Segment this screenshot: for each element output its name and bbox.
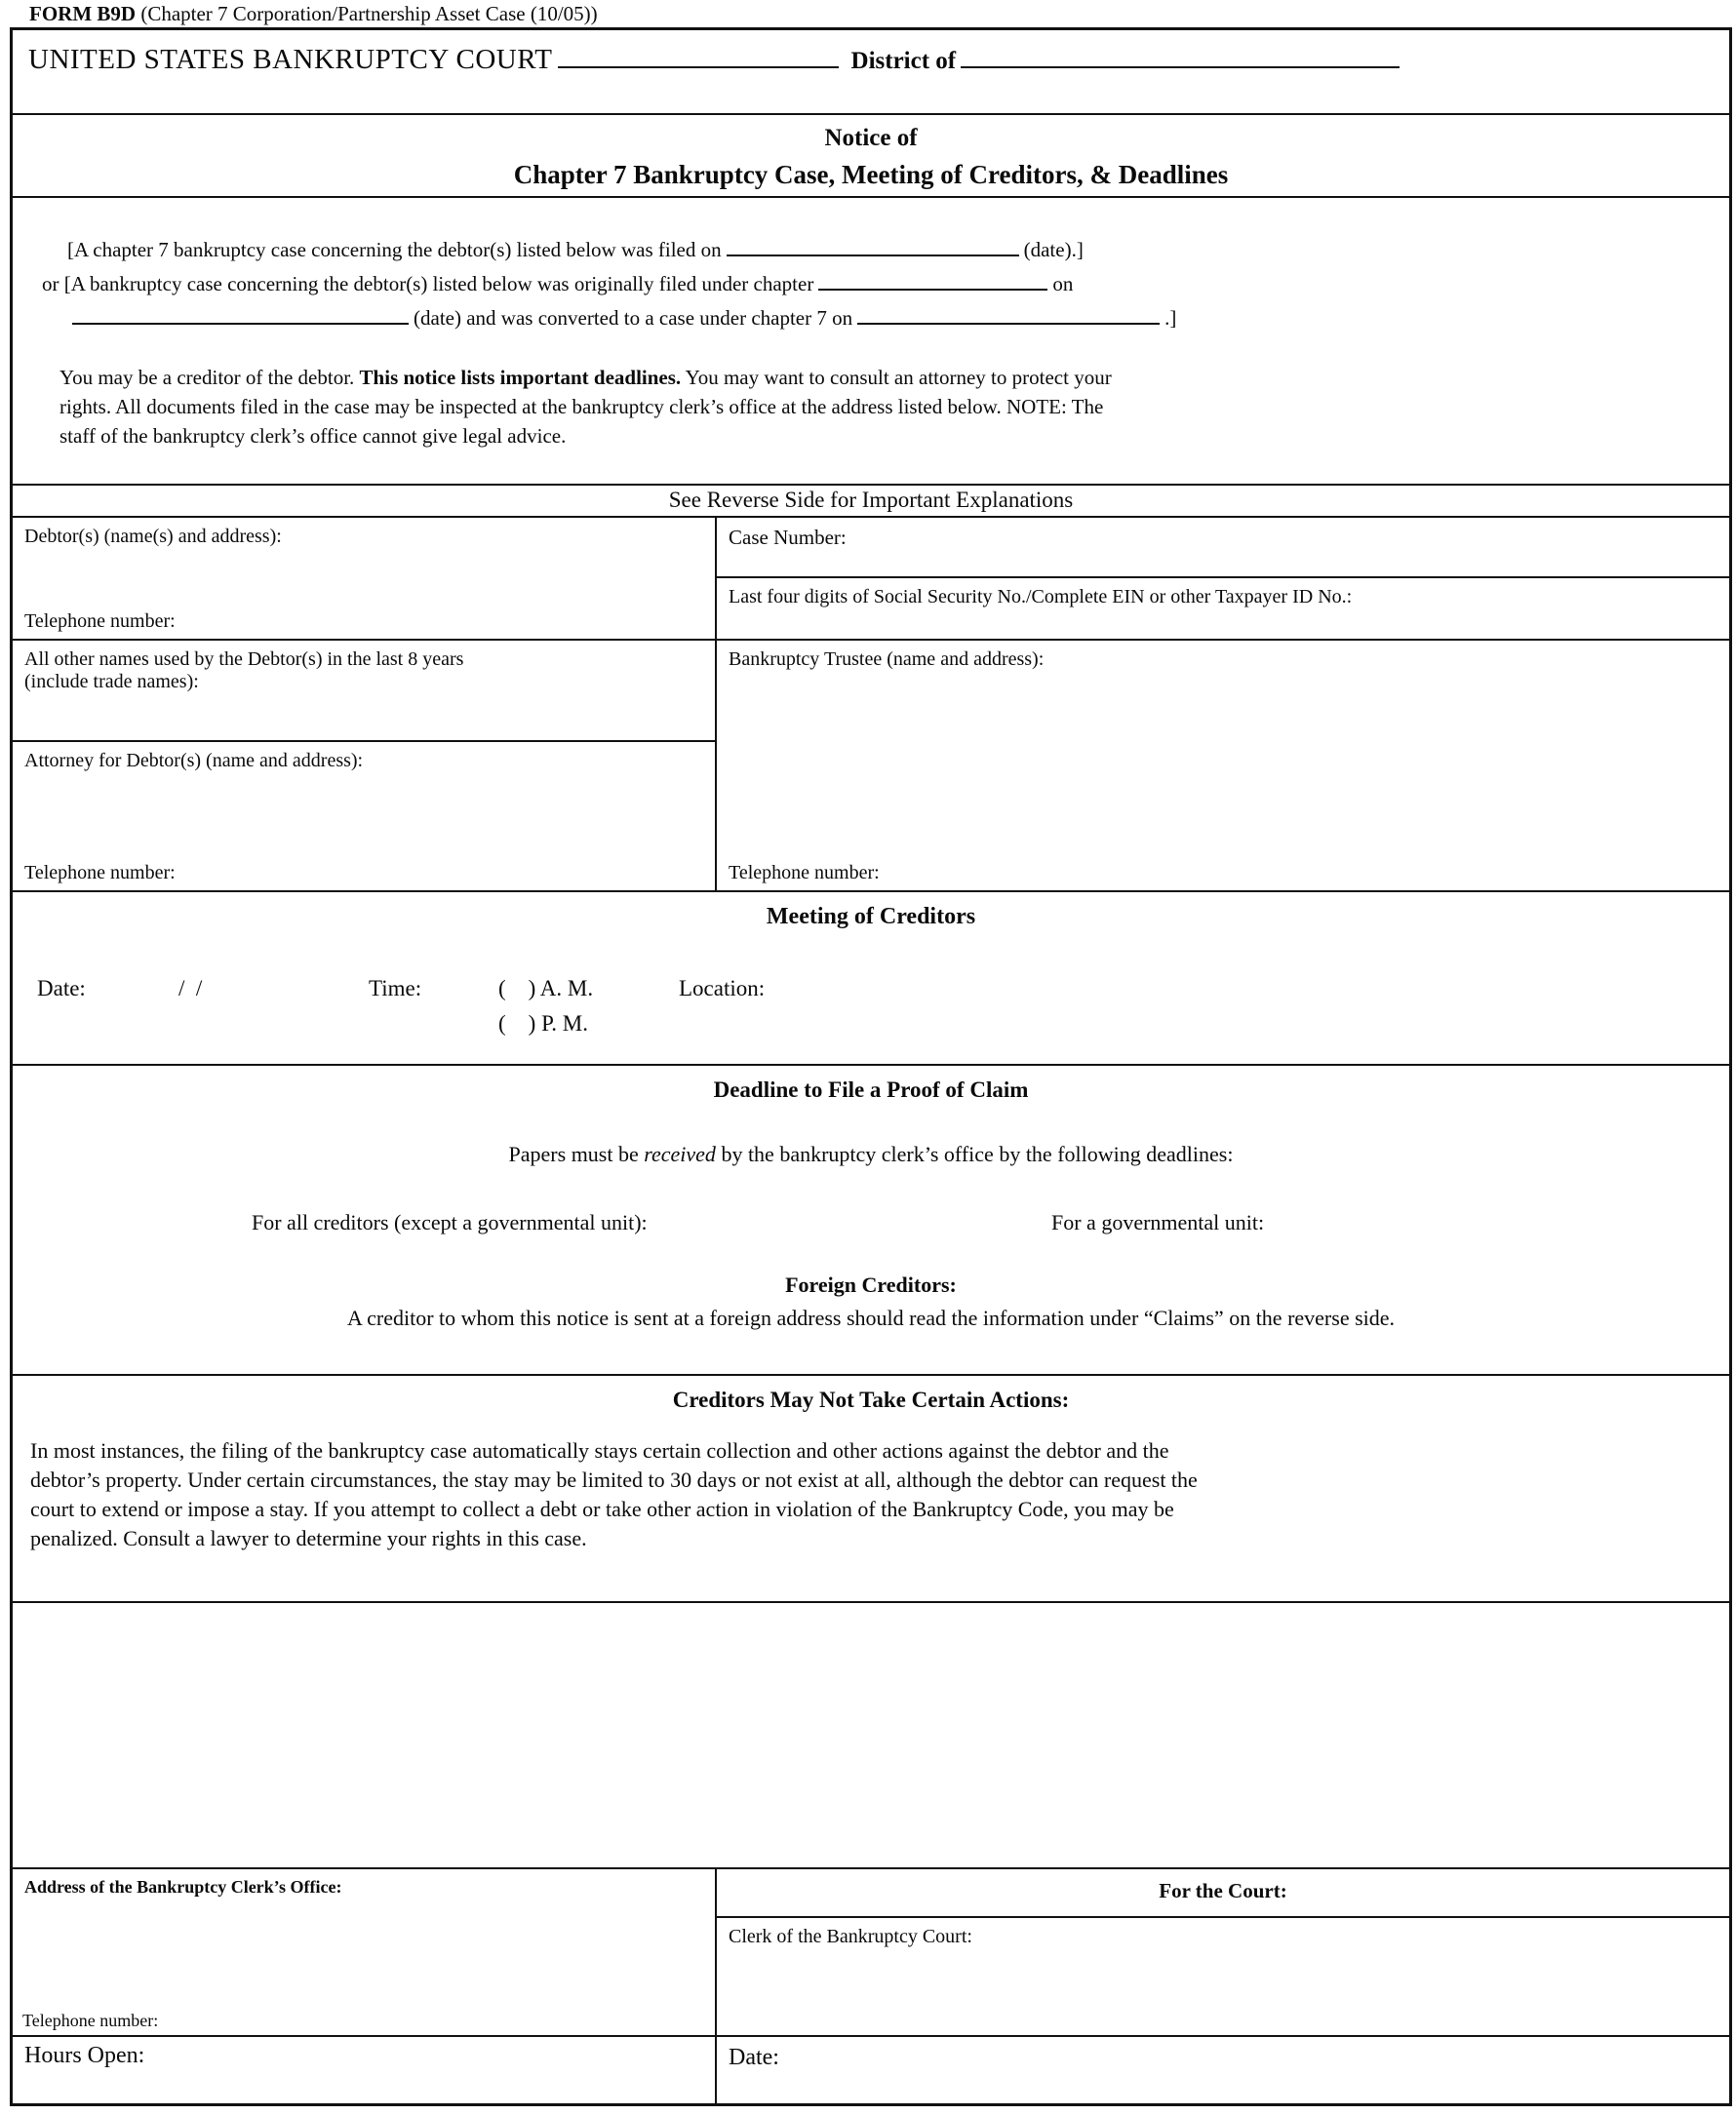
- attorney-cell: [13, 740, 715, 890]
- papers-note-text-2: by the bankruptcy clerk’s office by the following deadlines:: [715, 1142, 1234, 1166]
- foreign-creditors-heading: Foreign Creditors:: [785, 1273, 957, 1297]
- debtor-table-left-column: [13, 518, 717, 890]
- filing-line-2: [42, 267, 1729, 301]
- footer-date-label: Date:: [729, 2045, 779, 2070]
- claims-heading: Deadline to File a Proof of Claim: [713, 1077, 1029, 1102]
- court-name-blank: [558, 45, 839, 68]
- clerk-office-address-label: Address of the Bankruptcy Clerk’s Office:: [24, 1877, 342, 1897]
- case-number-cell: [717, 518, 1729, 576]
- court-header-section: [13, 30, 1729, 113]
- see-reverse-note: See Reverse Side for Important Explanations: [13, 484, 1729, 516]
- trustee-cell: [717, 639, 1729, 890]
- filing-line3-suffix: .]: [1164, 306, 1177, 330]
- chapter-number-blank: [818, 267, 1047, 291]
- papers-deadline-note: [13, 1142, 1729, 1167]
- governmental-unit-deadline-label: For a governmental unit:: [1051, 1210, 1265, 1234]
- filing-line1-suffix: (date).]: [1023, 238, 1084, 261]
- meeting-heading: Meeting of Creditors: [766, 904, 976, 929]
- other-names-label-line1: All other names used by the Debtor(s) in the last 8 years: [24, 648, 464, 670]
- actions-line-2: debtor’s property. Under certain circumstances, the stay may be limited to 30 days or not exist at all, although the debtor can request the: [30, 1468, 1198, 1492]
- meeting-date-value: / /: [178, 976, 203, 1000]
- creditor-note-text-2: You may want to consult an attorney to protect your: [681, 366, 1112, 389]
- clerk-office-address-cell: [13, 1869, 715, 2035]
- filing-line3-text: (date) and was converted to a case under chapter 7 on: [414, 306, 853, 330]
- actions-paragraph: [13, 1436, 1729, 1553]
- footer-right-column: [717, 1869, 1729, 2103]
- proof-of-claim-section: [13, 1064, 1729, 1374]
- actions-line-4: penalized. Consult a lawyer to determine your rights in this case.: [30, 1526, 587, 1550]
- meeting-date-label: Date:: [37, 976, 86, 1000]
- papers-note-text-1: Papers must be: [508, 1142, 645, 1166]
- form-description: (Chapter 7 Corporation/Partnership Asset Case (10/05)): [136, 2, 598, 25]
- form-outer-border: [10, 27, 1732, 2106]
- debtor-telephone-label: Telephone number:: [24, 610, 176, 632]
- empty-section: [13, 1601, 1729, 1867]
- debtor-table-right-column: [717, 518, 1729, 890]
- filing-line-3: [42, 301, 1729, 335]
- meeting-location-label: Location:: [679, 976, 766, 1000]
- filed-on-date-blank: [727, 233, 1019, 256]
- filing-info-section: [13, 196, 1729, 484]
- court-name: UNITED STATES BANKRUPTCY COURT: [28, 44, 553, 75]
- form-code: FORM B9D: [29, 2, 137, 25]
- debtor-case-table: [13, 516, 1729, 890]
- actions-line-3: court to extend or impose a stay. If you attempt to collect a debt or take other action in violation of the Bankruptcy Code, you may be: [30, 1497, 1174, 1521]
- trustee-label: Bankruptcy Trustee (name and address):: [729, 648, 1045, 670]
- footer-table: [13, 1867, 1729, 2103]
- footer-date-cell: [717, 2035, 1729, 2103]
- debtor-name-address-cell: [13, 518, 715, 639]
- trustee-telephone-label: Telephone number:: [729, 862, 880, 883]
- foreign-creditors-note: A creditor to whom this notice is sent at a foreign address should read the information under “Claims” on the reverse side.: [346, 1306, 1396, 1330]
- footer-left-column: [13, 1869, 717, 2103]
- hours-open-cell: [13, 2035, 715, 2103]
- attorney-label: Attorney for Debtor(s) (name and address):: [24, 750, 364, 771]
- meeting-of-creditors-section: [13, 890, 1729, 1064]
- filing-line-1: [42, 233, 1729, 267]
- filing-line1-text: [A chapter 7 bankruptcy case concerning the debtor(s) listed below was filed on: [67, 238, 722, 261]
- district-label: District of: [850, 48, 957, 74]
- meeting-am-option: ( ) A. M.: [498, 976, 594, 1000]
- meeting-time-label: Time:: [369, 976, 422, 1000]
- attorney-telephone-label: Telephone number:: [24, 862, 176, 883]
- filing-line2-suffix: on: [1052, 272, 1074, 295]
- taxpayer-id-cell: [717, 576, 1729, 639]
- notice-title-section: [13, 113, 1729, 196]
- creditor-note-text-1: You may be a creditor of the debtor.: [59, 366, 360, 389]
- district-blank: [961, 45, 1400, 68]
- notice-title-line2: Chapter 7 Bankruptcy Case, Meeting of Creditors, & Deadlines: [513, 160, 1229, 189]
- papers-note-received-italic: received: [644, 1142, 716, 1166]
- taxpayer-id-label: Last four digits of Social Security No./Complete EIN or other Taxpayer ID No.:: [729, 586, 1353, 607]
- creditor-note-text-3: rights. All documents filed in the case may be inspected at the bankruptcy clerk’s office at the address listed below. NOTE: The: [59, 395, 1104, 418]
- original-date-blank: [72, 301, 409, 325]
- other-names-cell: [13, 639, 715, 740]
- converted-date-blank: [857, 301, 1160, 325]
- form-identifier: [29, 2, 598, 26]
- clerk-of-court-cell: [717, 1916, 1729, 2035]
- all-creditors-deadline-label: For all creditors (except a governmental unit):: [252, 1210, 648, 1234]
- creditor-note-text-4: staff of the bankruptcy clerk’s office cannot give legal advice.: [59, 424, 567, 448]
- actions-line-1: In most instances, the filing of the bankruptcy case automatically stays certain collection and other actions against the debtor and the: [30, 1438, 1169, 1463]
- meeting-pm-option: ( ) P. M.: [498, 1011, 589, 1036]
- creditor-note: [13, 363, 1729, 450]
- clerk-office-telephone-label: Telephone number:: [22, 2011, 159, 2030]
- hours-open-label: Hours Open:: [24, 2043, 145, 2068]
- case-number-label: Case Number:: [729, 526, 847, 549]
- notice-title-line1: Notice of: [824, 125, 918, 151]
- stay-warning-section: [13, 1374, 1729, 1601]
- debtor-name-address-label: Debtor(s) (name(s) and address):: [24, 526, 282, 547]
- other-names-label-line2: (include trade names):: [24, 671, 199, 692]
- clerk-of-court-label: Clerk of the Bankruptcy Court:: [729, 1926, 972, 1947]
- filing-line2-text: or [A bankruptcy case concerning the debtor(s) listed below was originally filed under chapter: [42, 272, 814, 295]
- filing-paragraph: [13, 233, 1729, 335]
- actions-heading: Creditors May Not Take Certain Actions:: [672, 1388, 1070, 1412]
- creditor-note-deadlines-bold: This notice lists important deadlines.: [359, 366, 682, 389]
- for-the-court-label: For the Court:: [1159, 1879, 1287, 1902]
